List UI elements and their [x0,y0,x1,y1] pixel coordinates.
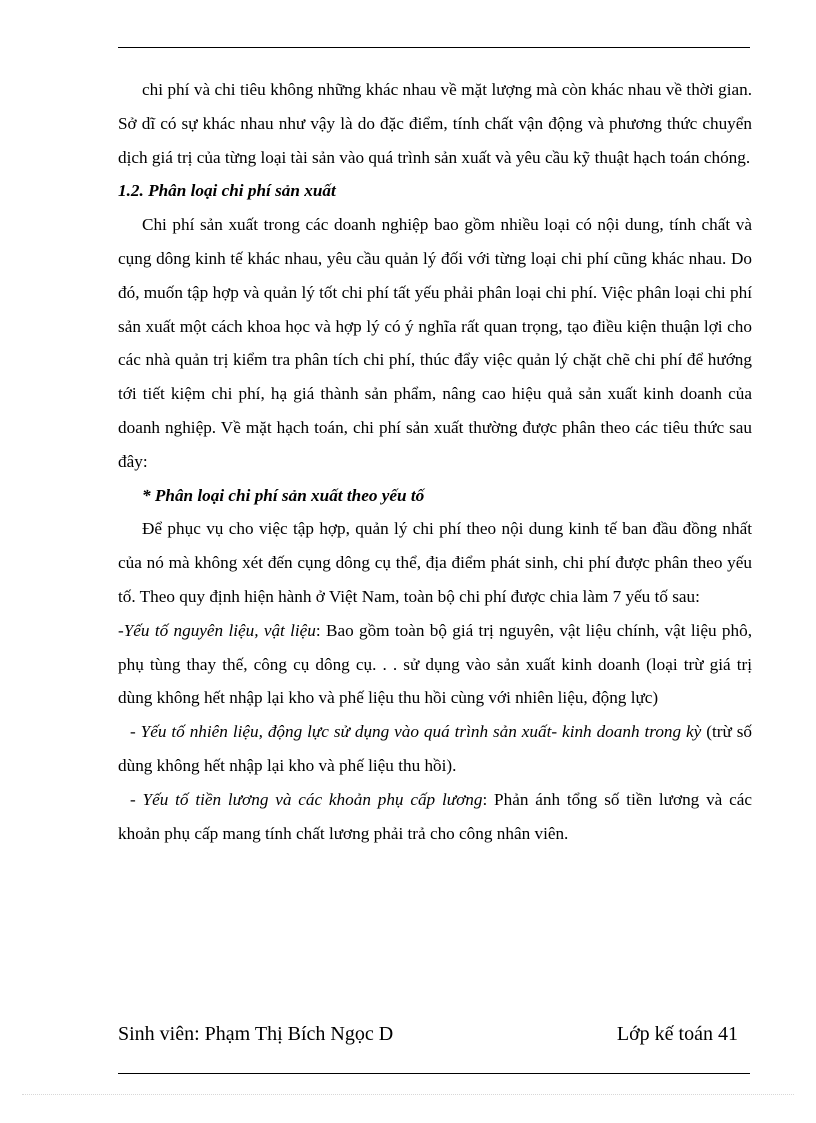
list-item-text: : Bao gồm toàn bộ giá trị nguyên, vật liệu chính, vật liệu phô, phụ tùng thay thế, công cụ dông cụ. . . sử dụng vào sản xuất kinh doanh (loại trừ giá trị dùng không hết nhập lại kho và phế liệu thu hồi cùng với nhiên liệu, động lực) [118,620,752,708]
list-item-label: Yếu tố nhiên liệu, động lực sử dụng vào quá trình sản xuất- kinh doanh trong kỳ [140,722,702,742]
section-heading: 1.2. Phân loại chi phí sản xuất [118,181,336,201]
list-dash: - [118,620,124,640]
list-dash: - [130,789,143,809]
list-item-fuel [118,715,752,783]
list-item-label: Yếu tố nguyên liệu, vật liệu [123,620,316,640]
list-item-materials [118,614,752,715]
paragraph-continuation: chi phí và chi tiêu không những khác nhau về mặt lượng mà còn khác nhau về thời gian. Sở dĩ có sự khác nhau như vậy là do đặc điểm, tính chất vận động và phương thức chuyển dịch giá trị của từng loại tài sản vào quá trình sản xuất và yêu cầu kỹ thuật hạch toán chóng. [118,80,752,167]
paragraph-elements-intro: Để phục vụ cho việc tập hợp, quản lý chi phí theo nội dung kinh tế ban đầu đồng nhất của nó mà không xét đến cụng dông cụ thể, địa điểm phát sinh, chi phí được phân theo yếu tố. Theo quy định hiện hành ở Việt Nam, toàn bộ chi phí được chia làm 7 yếu tố sau: [118,519,752,606]
footer-student: Sinh viên: Phạm Thị Bích Ngọc D [118,1023,394,1045]
footer-rule [118,1073,750,1074]
footer-class: Lớp kế toán 41 [616,1023,738,1045]
list-item-text: (trừ số dùng không hết nhập lại kho và phế liệu thu hồi). [118,722,752,775]
list-item-salary [118,783,752,851]
sub-heading: * Phân loại chi phí sản xuất theo yếu tố [142,485,425,505]
page-body [118,73,752,850]
header-rule [118,47,750,48]
page-edge-divider [22,1094,794,1095]
list-dash: - [130,722,141,742]
paragraph-classification-intro: Chi phí sản xuất trong các doanh nghiệp bao gồm nhiều loại có nội dung, tính chất và cụng dông kinh tế khác nhau, yêu cầu quản lý đối với từng loại chi phí cũng khác nhau. Do đó, muốn tập hợp và quản lý tốt chi phí tất yếu phải phân loại chi phí. Việc phân loại chi phí sản xuất một cách khoa học và hợp lý có ý nghĩa rất quan trọng, tạo điều kiện thuận lợi cho các nhà quản trị kiểm tra phân tích chi phí, thúc đẩy việc quản lý chặt chẽ chi phí để hướng tới tiết kiệm chi phí, hạ giá thành sản phẩm, nâng cao hiệu quả sản xuất kinh doanh của doanh nghiệp. Về mặt hạch toán, chi phí sản xuất thường được phân theo các tiêu thức sau đây: [118,215,752,471]
list-item-text: : Phản ánh tổng số tiền lương và các khoản phụ cấp mang tính chất lương phải trả cho công nhân viên. [118,789,752,843]
list-item-label: Yếu tố tiền lương và các khoản phụ cấp lương [142,789,483,809]
